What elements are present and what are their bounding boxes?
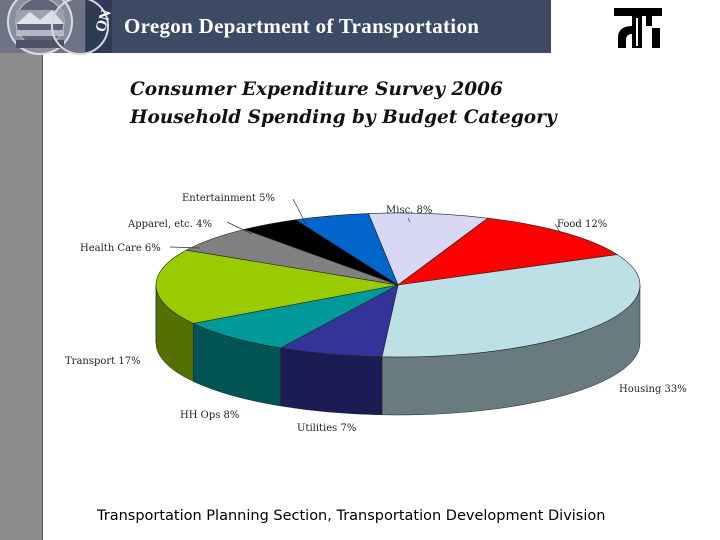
header-title: Oregon Department of Transportation bbox=[124, 14, 480, 38]
chart-title-line-1: Consumer Expenditure Survey 2006 bbox=[130, 79, 503, 100]
pie-label-health-care: Health Care 6% bbox=[80, 243, 161, 254]
pie-label-food: Food 12% bbox=[557, 219, 608, 230]
chart-title-line-2: Household Spending by Budget Category bbox=[130, 107, 557, 128]
footer-text: Transportation Planning Section, Transportation Development Division bbox=[97, 508, 606, 524]
pie-label-hh-ops: HH Ops 8% bbox=[180, 410, 240, 421]
pie-label-transport: Transport 17% bbox=[65, 356, 141, 367]
pie-label-misc: Misc. 8% bbox=[386, 205, 433, 216]
seal-text: ON bbox=[92, 7, 116, 35]
pie-side-utilities bbox=[281, 348, 382, 415]
pie-label-utilities: Utilities 7% bbox=[297, 423, 357, 434]
pie-label-housing: Housing 33% bbox=[619, 384, 687, 395]
pie-label-entertainment: Entertainment 5% bbox=[182, 193, 275, 204]
pie-label-apparel-etc: Apparel, etc. 4% bbox=[128, 219, 212, 230]
